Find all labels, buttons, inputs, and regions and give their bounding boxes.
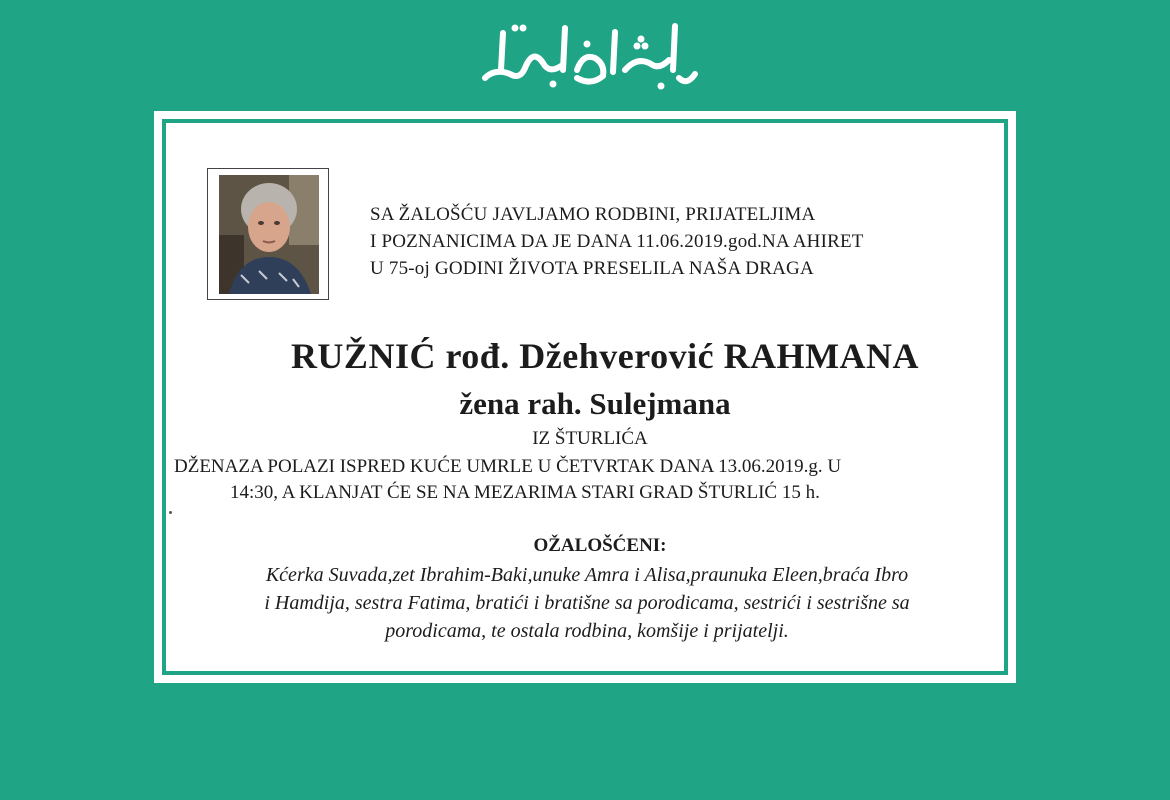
stray-dot <box>169 511 172 514</box>
intro-line: I POZNANICIMA DA JE DANA 11.06.2019.god.NA AHIRET <box>370 231 864 252</box>
mourners-title: OŽALOŠĆENI: <box>533 535 667 556</box>
mourners-line: Kćerka Suvada,zet Ibrahim-Baki,unuke Amra i Alisa,praunuka Eleen,braća Ibro <box>265 564 909 586</box>
origin-line: IZ ŠTURLIĆA <box>532 428 648 449</box>
mourners-line: porodicama, te ostala rodbina, komšije i prijatelji. <box>385 620 789 642</box>
deceased-name: RUŽNIĆ rođ. Džehverović RAHMANA <box>290 336 920 376</box>
intro-line: SA ŽALOŠĆU JAVLJAMO RODBINI, PRIJATELJIMA <box>370 204 816 225</box>
funeral-line: 14:30, A KLANJAT ĆE SE NA MEZARIMA STARI GRAD ŠTURLIĆ 15 h. <box>230 482 820 503</box>
portrait-photo <box>219 175 319 294</box>
portrait-frame <box>207 168 329 300</box>
mourners-line: i Hamdija, sestra Fatima, bratići i bratišne sa porodicama, sestrići i sestrišne sa <box>264 592 910 614</box>
spouse-line: žena rah. Sulejmana <box>459 386 731 421</box>
calligraphy-header <box>450 0 720 105</box>
intro-line: U 75-oj GODINI ŽIVOTA PRESELILA NAŠA DRAGA <box>370 258 814 279</box>
intro-text <box>370 201 970 282</box>
funeral-details <box>172 454 1012 506</box>
funeral-line: DŽENAZA POLAZI ISPRED KUĆE UMRLE U ČETVRTAK DANA 13.06.2019.g. U <box>174 456 842 477</box>
mourners-list <box>164 561 1010 645</box>
calligraphy-logo <box>465 8 705 98</box>
obituary-card <box>154 111 1016 683</box>
